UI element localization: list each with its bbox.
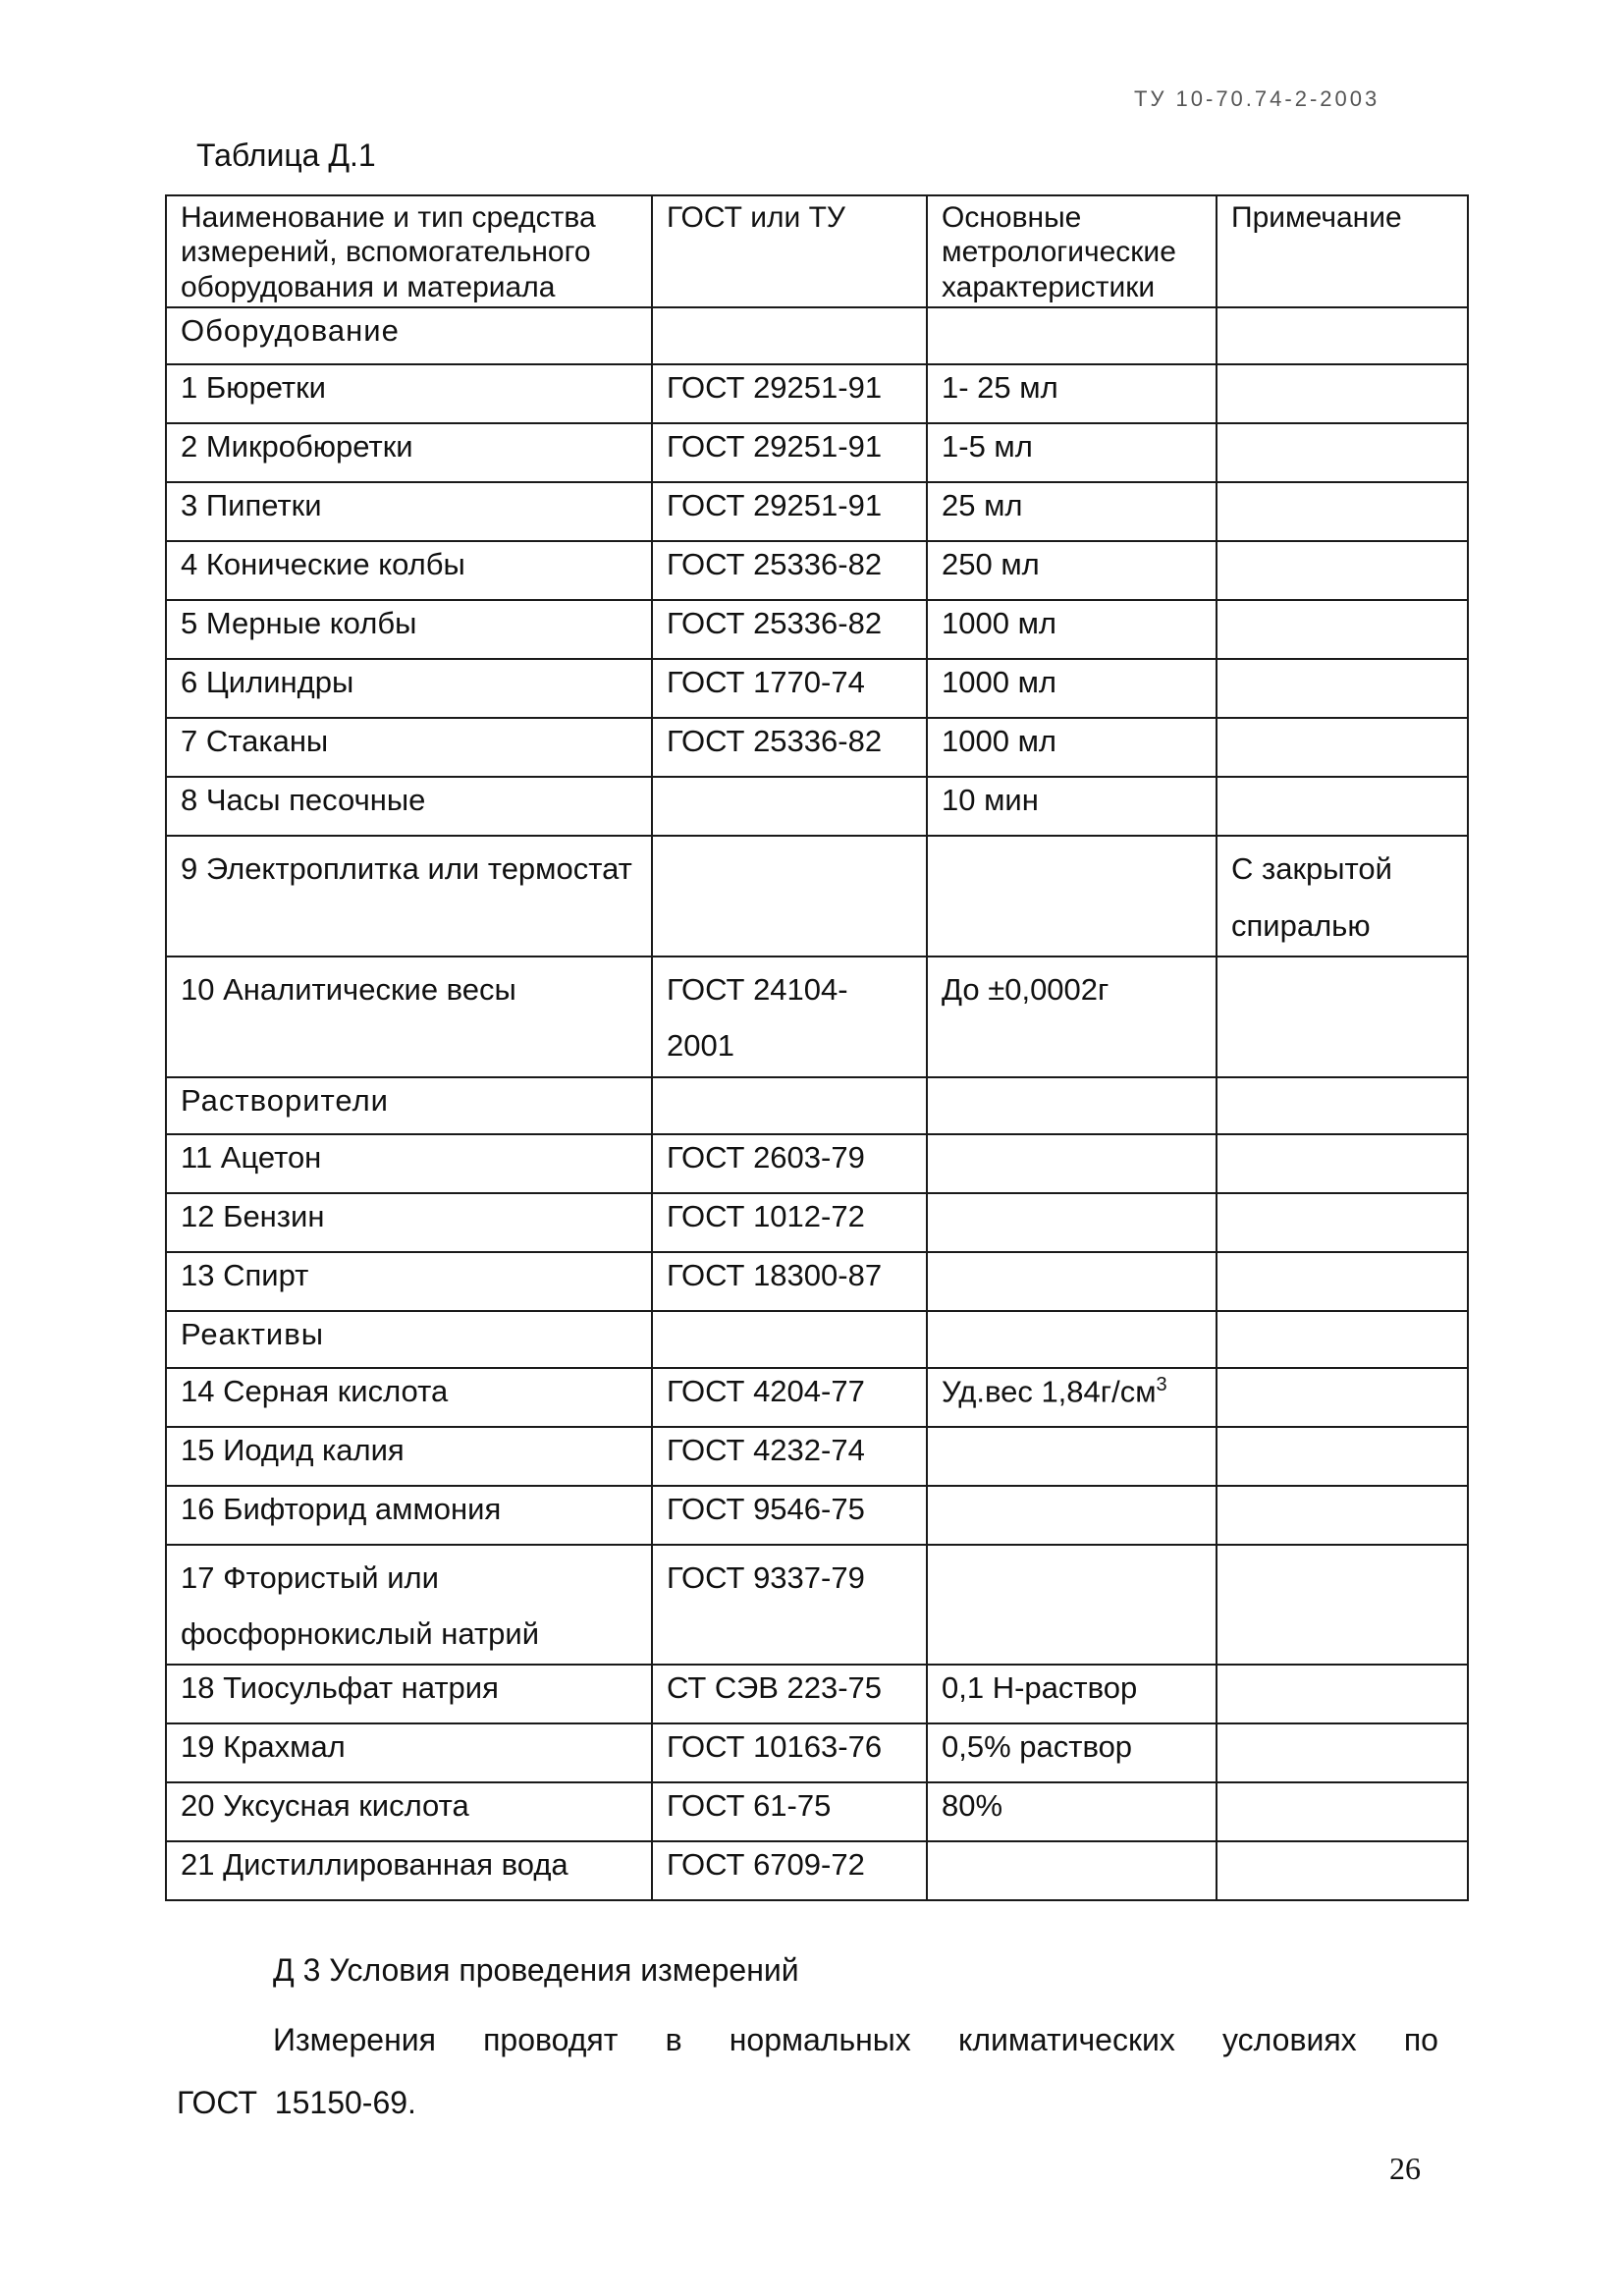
table-section-row (166, 1311, 1468, 1368)
document-code: ТУ 10-70.74-2-2003 (1134, 86, 1380, 111)
cell-standard: ГОСТ 4232-74 (652, 1427, 927, 1486)
paragraph-word: проводят (483, 2022, 619, 2057)
cell-name: 8 Часы песочные (166, 777, 652, 836)
cell-standard: ГОСТ 6709-72 (652, 1841, 927, 1900)
cell-note (1217, 1252, 1468, 1311)
table-row (166, 957, 1468, 1077)
table-caption: Таблица Д.1 (196, 137, 376, 173)
cell-name: 20 Уксусная кислота (166, 1782, 652, 1841)
cell-standard: СТ СЭВ 223-75 (652, 1665, 927, 1723)
cell-name: 16 Бифторид аммония (166, 1486, 652, 1545)
table-row (166, 1545, 1468, 1666)
cell-standard (652, 777, 927, 836)
column-header-characteristics: Основные метрологические характеристики (927, 195, 1217, 307)
table-cell-empty (652, 1077, 927, 1134)
cell-name: 17 Фтористый или фосфорнокислый натрий (166, 1545, 652, 1666)
cell-note (1217, 1782, 1468, 1841)
cell-name: 7 Стаканы (166, 718, 652, 777)
cell-standard: ГОСТ 1770-74 (652, 659, 927, 718)
section-heading-d3: Д 3 Условия проведения измерений (273, 1952, 799, 1988)
cell-characteristics (927, 1134, 1217, 1193)
cell-note (1217, 777, 1468, 836)
conditions-paragraph (177, 2008, 1438, 2134)
column-header-standard: ГОСТ или ТУ (652, 195, 927, 307)
cell-characteristics: 25 мл (927, 482, 1217, 541)
paragraph-line-2: ГОСТ 15150-69. (177, 2085, 416, 2120)
cell-standard: ГОСТ 61-75 (652, 1782, 927, 1841)
cell-characteristics (927, 1486, 1217, 1545)
cell-standard: ГОСТ 25336-82 (652, 718, 927, 777)
cell-characteristics: До ±0,0002г (927, 957, 1217, 1077)
cell-name: 11 Ацетон (166, 1134, 652, 1193)
cell-standard: ГОСТ 24104-2001 (652, 957, 927, 1077)
cell-name: 10 Аналитические весы (166, 957, 652, 1077)
table-header-row (166, 195, 1468, 307)
cell-characteristics: 250 мл (927, 541, 1217, 600)
cell-note (1217, 423, 1468, 482)
cell-standard: ГОСТ 18300-87 (652, 1252, 927, 1311)
cell-note (1217, 1545, 1468, 1666)
paragraph-line-1 (177, 2008, 1438, 2071)
cell-characteristics: 1000 мл (927, 600, 1217, 659)
cell-name: 5 Мерные колбы (166, 600, 652, 659)
cell-name: 14 Серная кислота (166, 1368, 652, 1427)
cell-characteristics (927, 1427, 1217, 1486)
cell-standard: ГОСТ 9546-75 (652, 1486, 927, 1545)
table-cell-empty (652, 1311, 927, 1368)
equipment-table (165, 194, 1469, 1901)
cell-name: 12 Бензин (166, 1193, 652, 1252)
paragraph-word: климатических (957, 2022, 1175, 2057)
paragraph-word: в (665, 2022, 682, 2057)
cell-characteristics (927, 1252, 1217, 1311)
table-row (166, 1134, 1468, 1193)
column-header-name: Наименование и тип средства измерений, вспомогательного оборудования и материала (166, 195, 652, 307)
cell-note (1217, 1193, 1468, 1252)
table-row (166, 1193, 1468, 1252)
cell-note (1217, 1841, 1468, 1900)
superscript: 3 (1156, 1373, 1167, 1395)
cell-standard: ГОСТ 29251-91 (652, 423, 927, 482)
cell-standard: ГОСТ 9337-79 (652, 1545, 927, 1666)
cell-note (1217, 1368, 1468, 1427)
cell-note (1217, 482, 1468, 541)
paragraph-word: Измерения (273, 2022, 436, 2057)
cell-note (1217, 364, 1468, 423)
table-row (166, 1841, 1468, 1900)
section-title: Реактивы (166, 1311, 652, 1368)
cell-standard: ГОСТ 1012-72 (652, 1193, 927, 1252)
cell-characteristics (927, 1545, 1217, 1666)
cell-characteristics: 0,1 Н-раствор (927, 1665, 1217, 1723)
table-row (166, 423, 1468, 482)
table-row (166, 1252, 1468, 1311)
cell-name: 15 Иодид калия (166, 1427, 652, 1486)
table-row (166, 482, 1468, 541)
table-row (166, 1665, 1468, 1723)
table-section-row (166, 1077, 1468, 1134)
column-header-note: Примечание (1217, 195, 1468, 307)
cell-characteristics (927, 1841, 1217, 1900)
cell-characteristics: 10 мин (927, 777, 1217, 836)
page-number: 26 (1389, 2151, 1421, 2186)
table-row (166, 836, 1468, 957)
cell-standard: ГОСТ 25336-82 (652, 600, 927, 659)
cell-standard: ГОСТ 10163-76 (652, 1723, 927, 1782)
table-row (166, 364, 1468, 423)
cell-note (1217, 718, 1468, 777)
cell-name: 19 Крахмал (166, 1723, 652, 1782)
cell-characteristics: 1000 мл (927, 718, 1217, 777)
table-row (166, 1486, 1468, 1545)
cell-name: 13 Спирт (166, 1252, 652, 1311)
cell-characteristics: 1- 25 мл (927, 364, 1217, 423)
cell-name: 4 Конические колбы (166, 541, 652, 600)
paragraph-word: нормальных (729, 2022, 911, 2057)
paragraph-word: по (1403, 2022, 1438, 2057)
cell-note (1217, 1486, 1468, 1545)
cell-standard: ГОСТ 29251-91 (652, 482, 927, 541)
cell-note (1217, 957, 1468, 1077)
cell-name: 18 Тиосульфат натрия (166, 1665, 652, 1723)
table-cell-empty (1217, 307, 1468, 364)
cell-characteristics-text: Уд.вес 1,84г/см (942, 1373, 1157, 1408)
cell-note (1217, 1427, 1468, 1486)
table-row (166, 1368, 1468, 1427)
cell-characteristics (927, 1193, 1217, 1252)
cell-characteristics: 1000 мл (927, 659, 1217, 718)
table-row (166, 777, 1468, 836)
table-row (166, 1782, 1468, 1841)
cell-standard: ГОСТ 29251-91 (652, 364, 927, 423)
table-row (166, 1723, 1468, 1782)
cell-standard: ГОСТ 4204-77 (652, 1368, 927, 1427)
cell-note: С закрытой спиралью (1217, 836, 1468, 957)
cell-characteristics (927, 836, 1217, 957)
table-row (166, 541, 1468, 600)
table-cell-empty (927, 307, 1217, 364)
section-title: Растворители (166, 1077, 652, 1134)
table-cell-empty (652, 307, 927, 364)
cell-name: 2 Микробюретки (166, 423, 652, 482)
table-cell-empty (1217, 1077, 1468, 1134)
cell-note (1217, 659, 1468, 718)
cell-name: 6 Цилиндры (166, 659, 652, 718)
section-title: Оборудование (166, 307, 652, 364)
paragraph-word: условиях (1221, 2022, 1357, 2057)
table-row (166, 718, 1468, 777)
cell-name: 3 Пипетки (166, 482, 652, 541)
cell-standard (652, 836, 927, 957)
cell-note (1217, 1134, 1468, 1193)
cell-standard: ГОСТ 2603-79 (652, 1134, 927, 1193)
cell-note (1217, 541, 1468, 600)
cell-characteristics: 80% (927, 1782, 1217, 1841)
table-row (166, 600, 1468, 659)
table-cell-empty (927, 1311, 1217, 1368)
cell-characteristics: 0,5% раствор (927, 1723, 1217, 1782)
cell-name: 1 Бюретки (166, 364, 652, 423)
table-row (166, 659, 1468, 718)
cell-characteristics (927, 1368, 1217, 1427)
cell-name: 21 Дистиллированная вода (166, 1841, 652, 1900)
cell-note (1217, 1723, 1468, 1782)
table-section-row (166, 307, 1468, 364)
cell-characteristics: 1-5 мл (927, 423, 1217, 482)
table-cell-empty (1217, 1311, 1468, 1368)
cell-note (1217, 1665, 1468, 1723)
table-cell-empty (927, 1077, 1217, 1134)
table-row (166, 1427, 1468, 1486)
cell-name: 9 Электроплитка или термостат (166, 836, 652, 957)
cell-note (1217, 600, 1468, 659)
cell-standard: ГОСТ 25336-82 (652, 541, 927, 600)
